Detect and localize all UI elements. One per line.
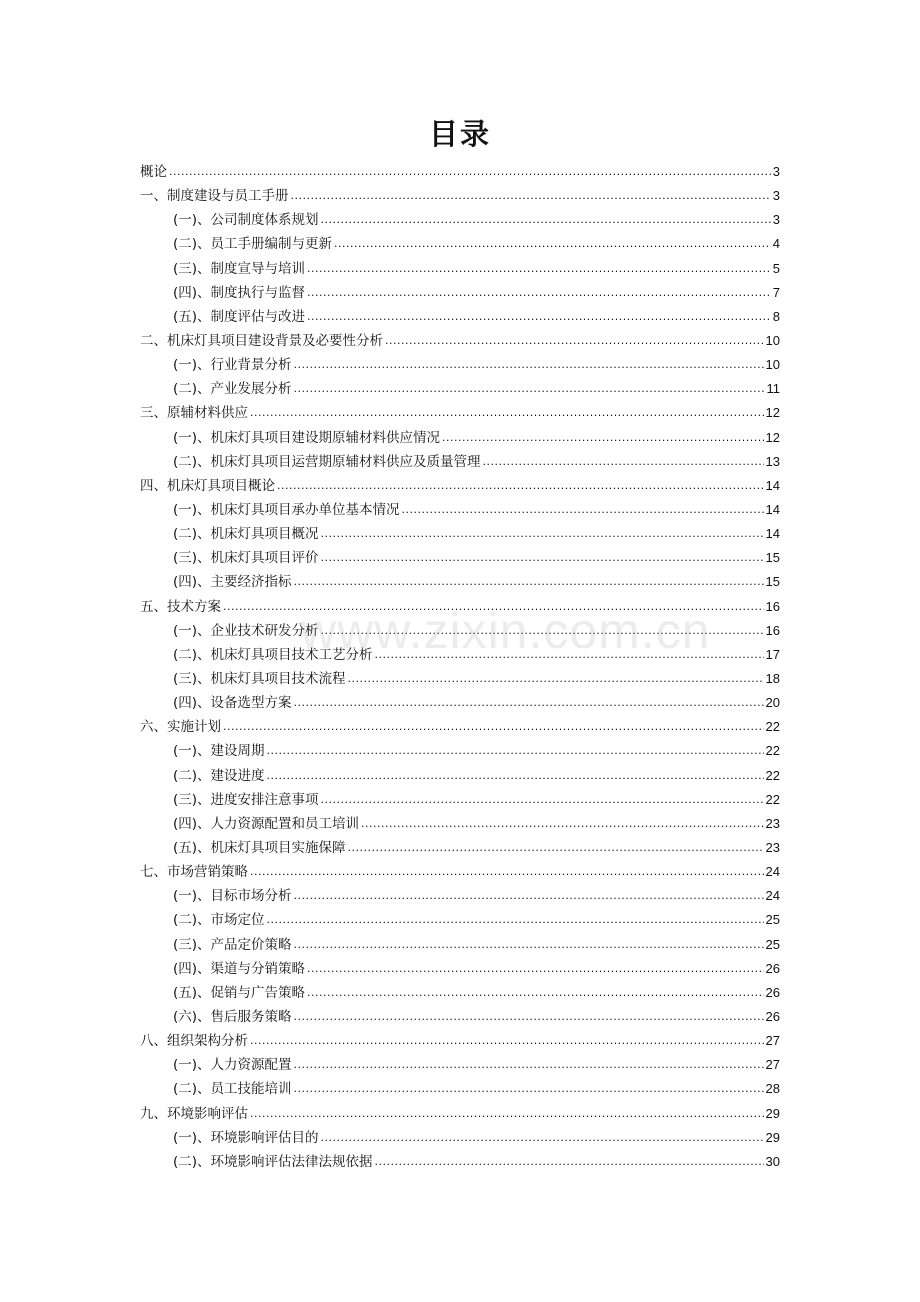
- toc-entry-label: (二)、市场定位: [173, 912, 265, 929]
- toc-entry-label: (四)、设备选型方案: [173, 695, 292, 712]
- toc-dot-leader: [307, 981, 763, 1005]
- toc-entry-label: (一)、机床灯具项目建设期原辅材料供应情况: [173, 429, 441, 446]
- toc-subentry[interactable]: [140, 836, 780, 860]
- toc-page-number: 26: [765, 1008, 780, 1024]
- toc-dot-leader: [321, 619, 764, 643]
- toc-entry-label: (二)、员工手册编制与更新: [173, 236, 333, 253]
- toc-entry-label: (一)、建设周期: [173, 743, 265, 760]
- toc-dot-leader: [294, 1053, 764, 1077]
- toc-entry[interactable]: [140, 160, 780, 184]
- toc-subentry[interactable]: [140, 788, 780, 812]
- toc-page-number: 26: [765, 960, 780, 976]
- toc-subentry[interactable]: [140, 908, 780, 932]
- toc-entry-label: (三)、机床灯具项目技术流程: [173, 671, 346, 688]
- toc-subentry[interactable]: [140, 522, 780, 546]
- watermark: www.zixin.com.cn: [300, 603, 711, 659]
- toc-dot-leader: [402, 498, 764, 522]
- toc-dot-leader: [307, 305, 771, 329]
- toc-dot-leader: [321, 522, 764, 546]
- toc-dot-leader: [321, 546, 764, 570]
- toc-dot-leader: [250, 860, 764, 884]
- toc-dot-leader: [277, 474, 764, 498]
- toc-page-number: 3: [772, 164, 780, 180]
- toc-page-number: 15: [765, 574, 780, 590]
- toc-subentry[interactable]: [140, 305, 780, 329]
- toc-page-number: 3: [772, 188, 780, 204]
- toc-subentry[interactable]: [140, 1150, 780, 1174]
- toc-dot-leader: [334, 232, 771, 256]
- toc-page-number: 22: [765, 791, 780, 807]
- toc-subentry[interactable]: [140, 619, 780, 643]
- toc-subentry[interactable]: [140, 739, 780, 763]
- toc-dot-leader: [294, 377, 765, 401]
- toc-dot-leader: [250, 401, 764, 425]
- toc-entry-label: 二、机床灯具项目建设背景及必要性分析: [140, 333, 383, 350]
- toc-dot-leader: [375, 1150, 764, 1174]
- toc-subentry[interactable]: [140, 643, 780, 667]
- toc-page-number: 7: [772, 284, 780, 300]
- toc-entry-label: (一)、企业技术研发分析: [173, 622, 319, 639]
- toc-dot-leader: [321, 208, 771, 232]
- toc-page-number: 23: [765, 815, 780, 831]
- toc-subentry[interactable]: [140, 208, 780, 232]
- toc-page-number: 15: [765, 550, 780, 566]
- toc-page-number: 3: [772, 212, 780, 228]
- toc-dot-leader: [267, 739, 764, 763]
- toc-entry-label: (二)、环境影响评估法律法规依据: [173, 1153, 373, 1170]
- toc-subentry[interactable]: [140, 764, 780, 788]
- toc-dot-leader: [294, 1077, 764, 1101]
- toc-dot-leader: [307, 281, 771, 305]
- toc-page-number: 18: [765, 671, 780, 687]
- toc-subentry[interactable]: [140, 1005, 780, 1029]
- toc-page-number: 4: [772, 236, 780, 252]
- toc-page-number: 29: [765, 1129, 780, 1145]
- toc-page-number: 22: [765, 767, 780, 783]
- toc-dot-leader: [442, 426, 763, 450]
- toc-entry-label: (三)、产品定价策略: [173, 936, 292, 953]
- toc-page-number: 16: [765, 598, 780, 614]
- toc-dot-leader: [294, 353, 764, 377]
- toc-subentry[interactable]: [140, 257, 780, 281]
- toc-entry-label: (二)、机床灯具项目概况: [173, 526, 319, 543]
- toc-page-number: 11: [766, 381, 780, 397]
- toc-entry-label: (一)、机床灯具项目承办单位基本情况: [173, 502, 400, 519]
- toc-dot-leader: [294, 570, 764, 594]
- toc-dot-leader: [385, 329, 764, 353]
- toc-subentry[interactable]: [140, 1077, 780, 1101]
- toc-page-number: 5: [772, 260, 780, 276]
- toc-entry-label: (五)、制度评估与改进: [173, 308, 306, 325]
- toc-page-number: 24: [765, 888, 780, 904]
- toc-page-number: 30: [765, 1153, 780, 1169]
- toc-subentry[interactable]: [140, 933, 780, 957]
- toc-dot-leader: [348, 667, 764, 691]
- toc-page-number: 22: [765, 719, 780, 735]
- toc-entry-label: 七、市场营销策略: [140, 864, 248, 881]
- toc-subentry[interactable]: [140, 667, 780, 691]
- toc-dot-leader: [307, 257, 771, 281]
- toc-entry[interactable]: [140, 329, 780, 353]
- toc-subentry[interactable]: [140, 1126, 780, 1150]
- toc-entry-label: (三)、机床灯具项目评价: [173, 550, 319, 567]
- toc-page-number: 27: [765, 1033, 780, 1049]
- toc-subentry[interactable]: [140, 281, 780, 305]
- toc-page-number: 22: [765, 743, 780, 759]
- toc-dot-leader: [250, 1102, 764, 1126]
- toc-entry[interactable]: [140, 401, 780, 425]
- toc-entry-label: (一)、目标市场分析: [173, 888, 292, 905]
- toc-entry-label: (一)、行业背景分析: [173, 357, 292, 374]
- toc-page-number: 29: [765, 1105, 780, 1121]
- toc-dot-leader: [250, 1029, 764, 1053]
- toc-entry-label: 八、组织架构分析: [140, 1033, 248, 1050]
- toc-dot-leader: [294, 1005, 764, 1029]
- toc-entry-label: (四)、人力资源配置和员工培训: [173, 815, 360, 832]
- toc-page-number: 25: [765, 912, 780, 928]
- toc-entry-label: (一)、环境影响评估目的: [173, 1129, 319, 1146]
- toc-page-number: 13: [765, 453, 780, 469]
- toc-dot-leader: [348, 836, 764, 860]
- toc-page-number: 14: [765, 477, 780, 493]
- toc-subentry[interactable]: [140, 426, 780, 450]
- toc-page-number: 27: [765, 1057, 780, 1073]
- toc-dot-leader: [361, 812, 763, 836]
- toc-entry-label: (二)、员工技能培训: [173, 1081, 292, 1098]
- toc-entry-label: (二)、机床灯具项目运营期原辅材料供应及质量管理: [173, 453, 481, 470]
- toc-subentry[interactable]: [140, 232, 780, 256]
- toc-dot-leader: [291, 184, 771, 208]
- toc-page-number: 12: [765, 429, 780, 445]
- toc-page-number: 20: [765, 695, 780, 711]
- toc-entry[interactable]: [140, 184, 780, 208]
- toc-dot-leader: [483, 450, 764, 474]
- page-title: 目录: [428, 117, 491, 151]
- toc-subentry[interactable]: [140, 570, 780, 594]
- toc-entry[interactable]: [140, 474, 780, 498]
- toc-dot-leader: [307, 957, 763, 981]
- toc-subentry[interactable]: [140, 691, 780, 715]
- toc-entry-label: 五、技术方案: [140, 598, 221, 615]
- toc-entry-label: (四)、制度执行与监督: [173, 284, 306, 301]
- toc-entry-label: (五)、机床灯具项目实施保障: [173, 840, 346, 856]
- toc-dot-leader: [267, 908, 764, 932]
- toc-entry-label: (四)、主要经济指标: [173, 574, 292, 591]
- toc-dot-leader: [169, 160, 771, 184]
- toc-subentry[interactable]: [140, 353, 780, 377]
- toc-entry-label: (六)、售后服务策略: [173, 1008, 292, 1025]
- toc-entry-label: (五)、促销与广告策略: [173, 984, 306, 1001]
- toc-entry-label: (三)、进度安排注意事项: [173, 791, 319, 808]
- toc-entry-label: (一)、公司制度体系规划: [173, 212, 319, 229]
- toc-subentry[interactable]: [140, 498, 780, 522]
- toc-entry[interactable]: [140, 1029, 780, 1053]
- toc-entry-label: (四)、渠道与分销策略: [173, 960, 306, 977]
- toc-entry[interactable]: [140, 595, 780, 619]
- toc-page-number: 10: [765, 333, 780, 349]
- toc-dot-leader: [294, 884, 764, 908]
- toc-page-number: 17: [765, 646, 780, 662]
- toc-entry-label: (一)、人力资源配置: [173, 1057, 292, 1074]
- toc-entry-label: 一、制度建设与员工手册: [140, 188, 289, 205]
- toc-dot-leader: [294, 933, 764, 957]
- table-of-contents: [140, 160, 780, 1174]
- toc-dot-leader: [267, 764, 764, 788]
- toc-subentry[interactable]: [140, 884, 780, 908]
- toc-page-number: 24: [765, 864, 780, 880]
- toc-page-number: 8: [772, 308, 780, 324]
- toc-page-number: 28: [765, 1081, 780, 1097]
- toc-subentry[interactable]: [140, 1053, 780, 1077]
- toc-page-number: 25: [765, 936, 780, 952]
- toc-dot-leader: [321, 1126, 764, 1150]
- toc-entry[interactable]: [140, 715, 780, 739]
- toc-subentry[interactable]: [140, 812, 780, 836]
- toc-entry-label: 三、原辅材料供应: [140, 405, 248, 422]
- toc-dot-leader: [321, 788, 764, 812]
- toc-dot-leader: [223, 595, 764, 619]
- toc-page-number: 12: [765, 405, 780, 421]
- toc-entry-label: (二)、机床灯具项目技术工艺分析: [173, 646, 373, 663]
- toc-entry-label: 概论: [140, 164, 167, 181]
- toc-entry-label: 六、实施计划: [140, 719, 221, 736]
- toc-dot-leader: [294, 691, 764, 715]
- toc-page-number: 10: [765, 357, 780, 373]
- toc-subentry[interactable]: [140, 981, 780, 1005]
- toc-page-number: 26: [765, 984, 780, 1000]
- toc-entry-label: (三)、制度宣导与培训: [173, 260, 306, 277]
- toc-page-number: 14: [765, 502, 780, 518]
- toc-page-number: 16: [765, 622, 780, 638]
- toc-entry[interactable]: [140, 860, 780, 884]
- toc-entry-label: (二)、产业发展分析: [173, 381, 292, 398]
- toc-page-number: 14: [765, 526, 780, 542]
- toc-page-number: 23: [765, 840, 780, 855]
- toc-dot-leader: [223, 715, 764, 739]
- toc-entry-label: (二)、建设进度: [173, 767, 265, 784]
- toc-entry-label: 九、环境影响评估: [140, 1105, 248, 1122]
- toc-entry[interactable]: [140, 1101, 780, 1125]
- toc-subentry[interactable]: [140, 546, 780, 570]
- toc-subentry[interactable]: [140, 450, 780, 474]
- toc-subentry[interactable]: [140, 377, 780, 401]
- toc-dot-leader: [375, 643, 764, 667]
- toc-subentry[interactable]: [140, 957, 780, 981]
- toc-entry-label: 四、机床灯具项目概论: [140, 477, 275, 494]
